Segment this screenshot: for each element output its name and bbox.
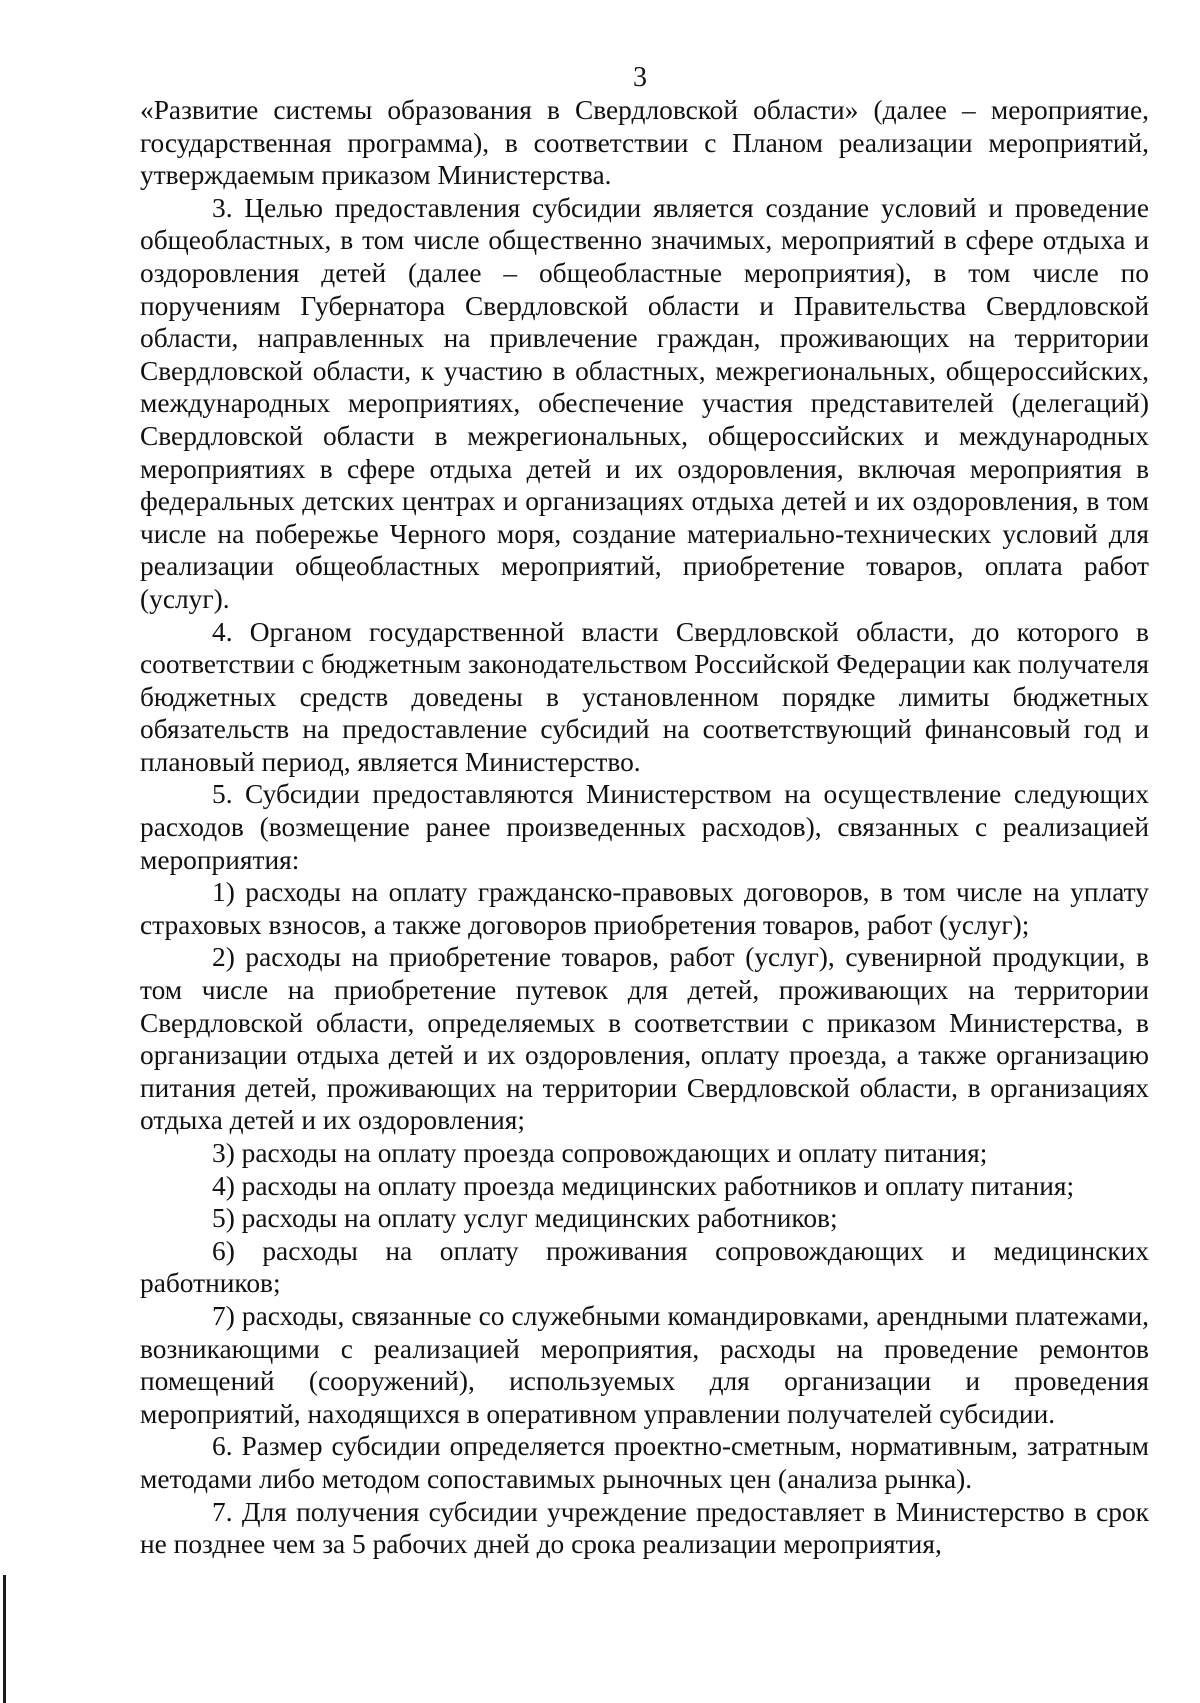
paragraph-continuation: «Развитие системы образования в Свердловской области» (далее – мероприятие, государственная программа), в соответствии с Планом реализации мероприятий, утверждаемым приказом Министерства. — [140, 95, 1149, 191]
list-item-5-6: 6) расходы на оплату проживания сопровождающих и медицинских работников; — [140, 1235, 1149, 1299]
scan-edge-mark — [3, 1575, 6, 1703]
document-body — [140, 94, 1149, 1561]
paragraph-item-6: 6. Размер субсидии определяется проектно-сметным, нормативным, затратным методами либо методом сопоставимых рыночных цен (анализа рынка). — [140, 1431, 1149, 1494]
list-item-5-2: 2) расходы на приобретение товаров, работ (услуг), сувенирной продукции, в том числе на приобретение путевок для детей, проживающих на территории Свердловской области, определяемых в соответствии с приказом Министерства, в организации отдыха детей и их оздоровления, оплату проезда, а также организацию питания детей, проживающих на территории Свердловской области, в организациях отдыха детей и их оздоровления; — [140, 942, 1149, 1136]
list-item-5-3: 3) расходы на оплату проезда сопровождающих и оплату питания; — [212, 1138, 988, 1168]
paragraph-item-7: 7. Для получения субсидии учреждение предоставляет в Министерство в срок не позднее чем за 5 рабочих дней до срока реализации мероприятия, — [140, 1496, 1149, 1560]
list-item-5-5: 5) расходы на оплату услуг медицинских работников; — [212, 1203, 838, 1234]
list-item-5-4: 4) расходы на оплату проезда медицинских работников и оплату питания; — [212, 1170, 1075, 1201]
list-item-5-1: 1) расходы на оплату гражданско-правовых договоров, в том числе на уплату страховых взносов, а также договоров приобретения товаров, работ (услуг); — [140, 877, 1149, 940]
page-number: 3 — [633, 62, 647, 93]
paragraph-item-4: 4. Органом государственной власти Свердловской области, до которого в соответствии с бюджетным законодательством Российской Федерации как получателя бюджетных средств доведены в установленном порядке лимиты бюджетных обязательств на предоставление субсидий на соответствующий финансовый год и плановый период, является Министерство. — [140, 616, 1149, 777]
list-item-5-7: 7) расходы, связанные со служебными командировками, арендными платежами, возникающими с реализацией мероприятия, расходы на проведение ремонтов помещений (сооружений), используемых для организации и проведения мероприятий, находящихся в оперативном управлении получателей субсидии. — [140, 1300, 1149, 1429]
paragraph-item-3: 3. Целью предоставления субсидии является создание условий и проведение общеобластных, в том числе общественно значимых, мероприятий в сфере отдыха и оздоровления детей (далее – общеобластные мероприятия), в том числе по поручениям Губернатора Свердловской области и Правительства Свердловской области, направленных на привлечение граждан, проживающих на территории Свердловской области, к участию в областных, межрегиональных, общероссийских, международных мероприятиях, обеспечение участия представителей (делегаций) Свердловской области в межрегиональных, общероссийских и международных мероприятиях в сфере отдыха детей и их оздоровления, включая мероприятия в федеральных детских центрах и организациях отдыха детей и их оздоровления, в том числе на побережье Черного моря, создание материально-технических условий для реализации общеобластных мероприятий, приобретение товаров, оплата работ (услуг). — [140, 192, 1149, 614]
paragraph-item-5: 5. Субсидии предоставляются Министерством на осуществление следующих расходов (возмещение ранее произведенных расходов), связанных с реализацией мероприятия: — [140, 779, 1149, 875]
